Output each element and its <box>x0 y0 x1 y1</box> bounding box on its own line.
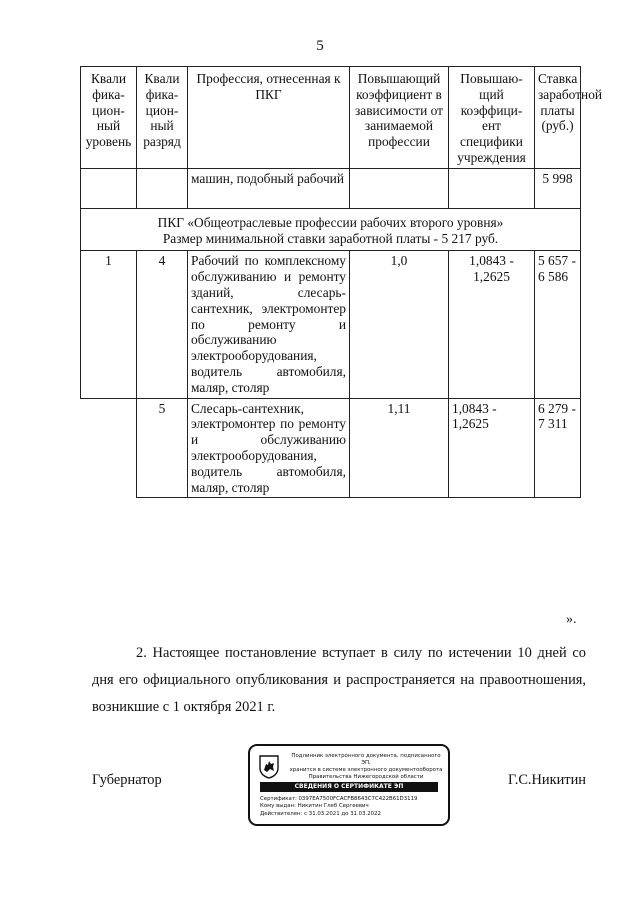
stamp-info-line3: Правительства Нижегородской области <box>308 774 424 780</box>
cell-coef-institution: 1,0843 - 1,2625 <box>449 251 535 398</box>
stamp-info-line2: хранится в системе электронного документооборота <box>289 767 443 773</box>
closing-quote: ». <box>566 612 577 627</box>
stamp-info <box>288 753 444 781</box>
cell-coef-profession: 1,11 <box>350 398 449 498</box>
cell-grade: 4 <box>137 251 188 398</box>
header-qualification-level: Квали фика-цион-ный уровень <box>81 67 137 169</box>
stamp-title-bar: СВЕДЕНИЯ О СЕРТИФИКАТЕ ЭП <box>260 782 438 792</box>
cell-grade: 5 <box>137 398 188 498</box>
table-row <box>81 251 581 398</box>
cell-profession: Рабочий по комплексному обслуживанию и ремонту зданий, слесарь-сантехник, электромонтер по ремонту и обслуживанию электрооборудования, водитель автомобиля, маляр, столяр <box>188 251 350 398</box>
salary-table <box>80 66 603 498</box>
header-rate: Ставка заработной платы (руб.) <box>535 67 581 169</box>
cell-rate: 5 657 - 6 586 <box>535 251 581 398</box>
group-header-cell <box>81 208 581 251</box>
cell-level: 1 <box>81 251 137 398</box>
table-header-row <box>81 67 581 169</box>
stamp-info-line1: Подлинник электронного документа, подписанного ЭП, <box>291 753 441 766</box>
cell-rate: 5 998 <box>535 168 581 208</box>
stamp-valid: Действителен: с 31.03.2021 до 31.03.2022 <box>260 810 381 817</box>
cell-level <box>81 398 137 498</box>
signatory-title: Губернатор <box>92 772 162 788</box>
cell-profession: Слесарь-сантехник, электромонтер по ремонту и обслуживанию электрооборудования, водитель автомобиля, маляр, столяр <box>188 398 350 498</box>
coat-of-arms-icon <box>259 755 279 779</box>
stamp-certificate: Сертификат: 0397EA7500FCACFB8643C7C422B61D3119 <box>260 796 418 802</box>
header-coef-profession: Повышающий коэффициент в зависимости от занимаемой профессии <box>350 67 449 169</box>
cell-coef-institution: 1,0843 - 1,2625 <box>449 398 535 498</box>
group-header-line1: ПКГ «Общеотраслевые профессии рабочих второго уровня» <box>157 214 504 230</box>
table-row <box>81 168 581 208</box>
cell-level <box>81 168 137 208</box>
group-header-line2: Размер минимальной ставки заработной платы - 5 217 руб. <box>162 230 499 246</box>
cell-grade <box>137 168 188 208</box>
cell-coef-institution <box>449 168 535 208</box>
signatory-name: Г.С.Никитин <box>508 772 586 788</box>
group-header-row <box>81 208 581 251</box>
header-coef-institution: Повышаю-щий коэффици-ент специфики учреждения <box>449 67 535 169</box>
electronic-signature-stamp <box>248 744 450 826</box>
page-number: 5 <box>316 38 324 54</box>
stamp-issued-to: Кому выдан: Никитин Глеб Сергеевич <box>260 803 369 810</box>
body-paragraph: 2. Настоящее постановление вступает в силу по истечении 10 дней со дня его официального опубликования и распространяется на правоотношения, возникшие с 1 октября 2021 г. <box>92 645 586 715</box>
header-profession: Профессия, отнесенная к ПКГ <box>188 67 350 169</box>
cell-rate: 6 279 - 7 311 <box>535 398 581 498</box>
cell-profession: машин, подобный рабочий <box>188 168 350 208</box>
cell-coef-profession <box>350 168 449 208</box>
stamp-details <box>260 796 442 818</box>
header-qualification-grade: Квали фика-цион-ный разряд <box>137 67 188 169</box>
cell-coef-profession: 1,0 <box>350 251 449 398</box>
table-row <box>81 398 581 498</box>
